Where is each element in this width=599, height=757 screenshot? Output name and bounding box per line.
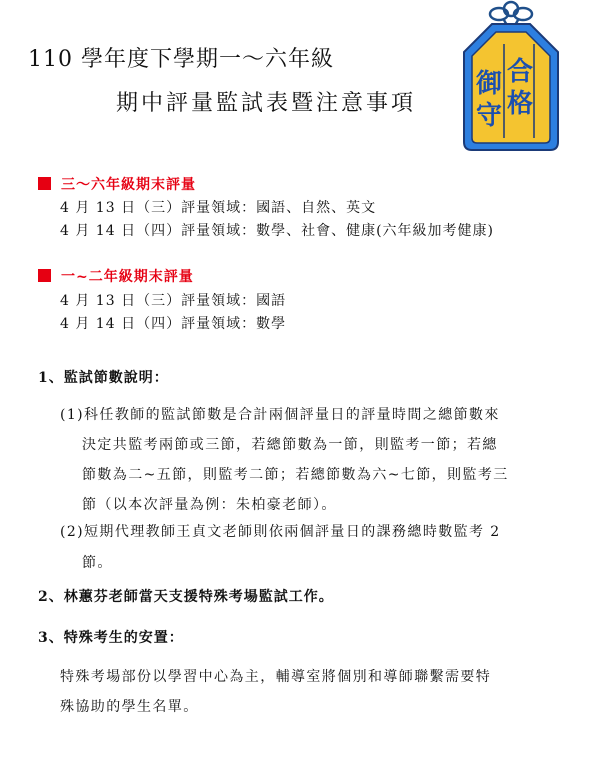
amulet-icon — [452, 0, 570, 152]
red-square-icon — [38, 269, 51, 282]
note-2-heading: 2、林蕙芬老師當天支援特殊考場監試工作。 — [38, 589, 334, 605]
note-3-line: 殊協助的學生名單。 — [60, 699, 199, 715]
schedule-line: 4 月 13 日（三）評量領域：國語 — [60, 293, 287, 309]
amulet-char-he: 合 — [507, 57, 534, 87]
schedule-line: 4 月 14 日（四）評量領域：數學、社會、健康(六年級加考健康) — [60, 223, 494, 239]
red-square-icon — [38, 177, 51, 190]
page-title-line2: 期中評量監試表暨注意事項 — [116, 91, 417, 116]
note-1-heading: 1、監試節數說明： — [38, 370, 169, 386]
note-1-sub2-line: (2)短期代理教師王貞文老師則依兩個評量日的課務總時數監考 2 — [60, 524, 501, 540]
note-1-sub1-line: 節數為二~五節，則監考二節；若總節數為六~七節，則監考三 — [82, 467, 509, 483]
note-1-sub1-line: (1)科任教師的監試節數是合計兩個評量日的評量時間之總節數來 — [60, 407, 500, 423]
section-heading-grade1-2 — [38, 266, 194, 286]
amulet-char-yu: 御 — [476, 69, 503, 99]
note-3-heading: 3、特殊考生的安置： — [38, 630, 184, 646]
note-1-sub1-line: 決定共監考兩節或三節，若總節數為一節，則監考一節；若總 — [82, 437, 498, 453]
page-title-line1: 110 學年度下學期一～六年級 — [28, 47, 334, 72]
section-heading-grade3-6 — [38, 174, 196, 194]
section-heading-text: 一~二年級期末評量 — [61, 269, 194, 285]
schedule-line: 4 月 14 日（四）評量領域：數學 — [60, 316, 287, 332]
section-heading-text: 三～六年級期末評量 — [61, 177, 196, 193]
note-1-sub1-line: 節（以本次評量為例：朱柏豪老師）。 — [82, 497, 337, 513]
amulet-char-shou: 守 — [476, 101, 503, 131]
note-3-line: 特殊考場部份以學習中心為主，輔導室將個別和導師聯繫需要特 — [60, 669, 492, 685]
amulet-char-ge: 格 — [507, 89, 534, 119]
schedule-line: 4 月 13 日（三）評量領域：國語、自然、英文 — [60, 200, 377, 216]
note-1-sub2-line: 節。 — [82, 555, 113, 571]
